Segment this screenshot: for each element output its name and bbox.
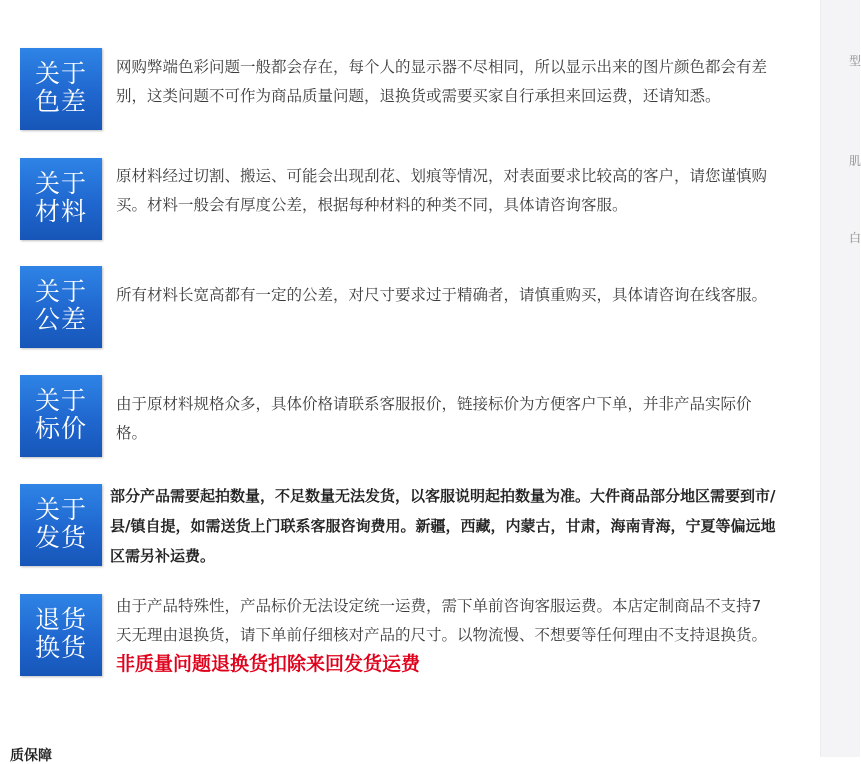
notice-text: 部分产品需要起拍数量，不足数量无法发货，以客服说明起拍数量为准。大件商品部分地区需要到市/县/镇自提，如需送货上门联系客服咨询费用。新疆，西藏，内蒙古，甘肃，海南青海，宁夏等偏远地区需另补运费。 xyxy=(110,487,776,565)
badge-line-2: 材料 xyxy=(34,197,87,226)
notice-badge xyxy=(20,594,102,676)
notice-text: 原材料经过切割、搬运、可能会出现刮花、划痕等情况，对表面要求比较高的客户，请您谨慎购买。材料一般会有厚度公差，根据每种材料的种类不同，具体请咨询客服。 xyxy=(116,167,768,214)
badge-line-1: 关于 xyxy=(34,386,87,415)
side-fragment: 型 xyxy=(849,54,861,68)
notice-text: 所有材料长宽高都有一定的公差，对尺寸要求过于精确者，请慎重购买，具体请咨询在线客服。 xyxy=(116,286,768,304)
badge-line-1: 关于 xyxy=(34,59,87,88)
notice-badge xyxy=(20,266,102,348)
badge-line-2: 标价 xyxy=(34,414,87,443)
notice-body: 由于产品特殊性，产品标价无法设定统一运费，需下单前咨询客服运费。本店定制商品不支持7天无理由退换货，请下单前仔细核对产品的尺寸。以物流慢、不想要等任何理由不支持退换货。 xyxy=(116,597,768,644)
badge-line-1: 关于 xyxy=(34,169,87,198)
notice-text xyxy=(116,592,776,680)
notice-text: 由于原材料规格众多，具体价格请联系客服报价，链接标价为方便客户下单，并非产品实际价格。 xyxy=(116,395,752,442)
badge-line-2: 公差 xyxy=(34,305,87,334)
badge-line-1: 关于 xyxy=(34,277,87,306)
notice-badge xyxy=(20,375,102,457)
badge-line-2: 换货 xyxy=(34,633,87,662)
notice-text: 网购弊端色彩问题一般都会存在，每个人的显示器不尽相同，所以显示出来的图片颜色都会有差别，这类问题不可作为商品质量问题，退换货或需要买家自行承担来回运费，还请知悉。 xyxy=(116,58,768,105)
badge-line-2: 发货 xyxy=(34,523,87,552)
return-warning: 非质量问题退换货扣除来回发货运费 xyxy=(116,653,421,675)
badge-line-1: 退货 xyxy=(34,605,87,634)
badge-line-2: 色差 xyxy=(34,87,87,116)
notice-badge xyxy=(20,484,102,566)
side-fragment: 肌 xyxy=(849,154,861,168)
side-panel xyxy=(820,0,860,757)
side-fragment: 白 xyxy=(849,231,861,245)
notice-badge xyxy=(20,158,102,240)
section-heading-fragment: 质保障 xyxy=(10,748,52,764)
notice-badge xyxy=(20,48,102,130)
badge-line-1: 关于 xyxy=(34,495,87,524)
